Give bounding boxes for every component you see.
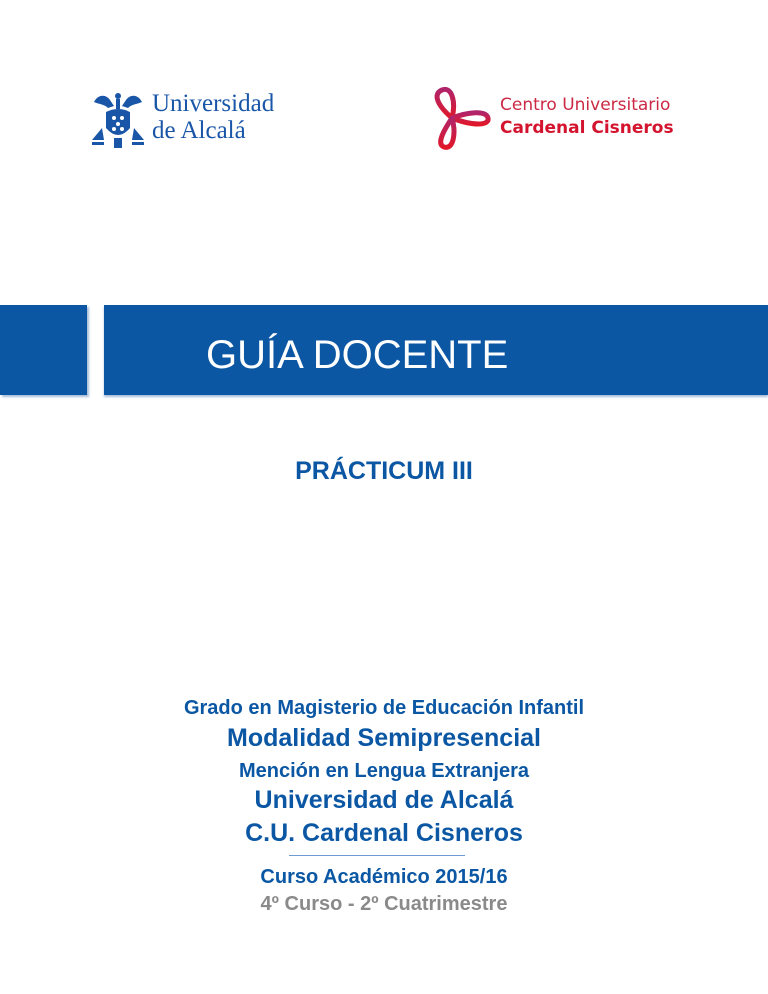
divider: [289, 855, 465, 856]
banner-left-block: [0, 305, 87, 395]
university-name: Universidad de Alcalá: [254, 786, 514, 814]
course-term: 4º Curso - 2º Cuatrimestre: [260, 893, 508, 915]
guide-title: GUÍA DOCENTE: [206, 333, 509, 377]
uah-logo-line2: de Alcalá: [152, 117, 246, 144]
cc-logo-line1: Centro Universitario: [500, 95, 671, 115]
degree-name: Grado en Magisterio de Educación Infantil: [183, 697, 585, 719]
mention: Mención en Lengua Extranjera: [238, 760, 530, 782]
cc-logo-line2: Cardenal Cisneros: [500, 118, 674, 138]
center-name: C.U. Cardenal Cisneros: [245, 819, 523, 847]
uah-logo-line1: Universidad: [152, 90, 275, 117]
university-crest-icon: [90, 88, 146, 150]
modality: Modalidad Semipresencial: [227, 724, 541, 752]
subject-title: PRÁCTICUM III: [295, 457, 473, 485]
universidad-de-alcala-logo: [90, 88, 305, 152]
academic-year: Curso Académico 2015/16: [260, 866, 508, 888]
knot-emblem-icon: [428, 84, 494, 152]
cardenal-cisneros-logo: [428, 84, 708, 156]
